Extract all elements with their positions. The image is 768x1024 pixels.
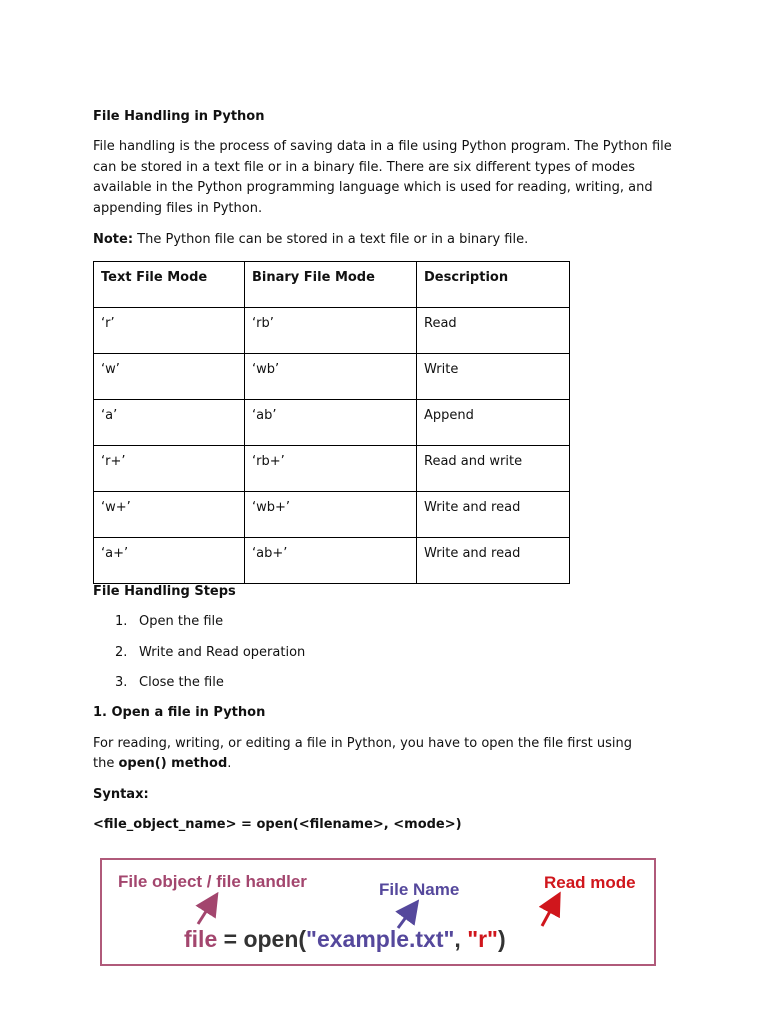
table-cell: Read and write xyxy=(417,446,570,492)
table-cell: Write and read xyxy=(417,538,570,584)
syntax-label: Syntax: xyxy=(93,787,149,802)
table-cell: ‘rb’ xyxy=(245,308,417,354)
table-header-cell: Description xyxy=(417,262,570,308)
file-name-label: File Name xyxy=(379,880,460,899)
table-cell: ‘w’ xyxy=(94,354,245,400)
syntax-code: <file_object_name> = open(<filename>, <mode>) xyxy=(93,817,462,832)
table-header-cell: Text File Mode xyxy=(94,262,245,308)
table-row xyxy=(94,400,570,446)
section-text-line-2 xyxy=(93,754,231,775)
table-row xyxy=(94,492,570,538)
table-row xyxy=(94,308,570,354)
list-text: Close the file xyxy=(139,675,224,690)
file-modes-table xyxy=(93,261,570,584)
open-code-line xyxy=(184,926,506,953)
section-text-line-1: For reading, writing, or editing a file in Python, you have to open the file first using xyxy=(93,736,632,751)
steps-heading: File Handling Steps xyxy=(93,584,236,599)
list-item xyxy=(93,673,305,704)
table-cell: Append xyxy=(417,400,570,446)
table-cell: ‘ab’ xyxy=(245,400,417,446)
list-item xyxy=(93,643,305,674)
table-cell: ‘r’ xyxy=(94,308,245,354)
code-variable: file xyxy=(184,926,218,952)
note-text: The Python file can be stored in a text file or in a binary file. xyxy=(133,232,529,247)
list-number: 1. xyxy=(115,614,128,629)
intro-paragraph: File handling is the process of saving data in a file using Python program. The Python file can be stored in a text file or in a binary file. There are six different types of modes available in the Python programming language which is used for reading, writing, and appending files in Python. xyxy=(93,139,672,216)
code-close-paren: ) xyxy=(497,926,506,952)
list-item xyxy=(93,612,305,643)
table-cell: Write and read xyxy=(417,492,570,538)
open-method-text: open() method xyxy=(118,756,228,771)
table-row xyxy=(94,354,570,400)
list-text: Write and Read operation xyxy=(139,644,306,660)
section-text-prefix: the xyxy=(93,756,119,771)
table-cell: ‘r+’ xyxy=(94,446,245,492)
table-cell: Read xyxy=(417,308,570,354)
list-text: Open the file xyxy=(139,614,224,629)
code-mode: "r" xyxy=(467,926,498,952)
file-object-label: File object / file handler xyxy=(118,872,307,891)
page-title: File Handling in Python xyxy=(93,109,265,124)
table-cell: Write xyxy=(417,354,570,400)
table-cell: ‘w+’ xyxy=(94,492,245,538)
list-number: 3. xyxy=(115,675,128,690)
table-header-row xyxy=(94,262,570,308)
list-number: 2. xyxy=(115,644,128,660)
read-mode-label: Read mode xyxy=(544,873,636,892)
table-cell: ‘wb’ xyxy=(245,354,417,400)
section-heading: 1. Open a file in Python xyxy=(93,705,266,720)
open-syntax-figure xyxy=(100,858,656,966)
note-label: Note: xyxy=(93,232,134,247)
code-filename: "example.txt" xyxy=(306,926,455,952)
note-paragraph xyxy=(93,230,528,251)
steps-list xyxy=(93,612,305,704)
file-object-arrow xyxy=(198,902,212,924)
read-mode-arrow xyxy=(542,902,555,926)
code-open-call: = open( xyxy=(217,926,307,952)
code-separator: , xyxy=(454,926,468,952)
table-header-cell: Binary File Mode xyxy=(245,262,417,308)
table-cell: ‘ab+’ xyxy=(245,538,417,584)
table-cell: ‘a’ xyxy=(94,400,245,446)
table-row xyxy=(94,538,570,584)
table-row xyxy=(94,446,570,492)
section-text-suffix: . xyxy=(227,756,232,771)
table-cell: ‘a+’ xyxy=(94,538,245,584)
table-cell: ‘rb+’ xyxy=(245,446,417,492)
table-cell: ‘wb+’ xyxy=(245,492,417,538)
